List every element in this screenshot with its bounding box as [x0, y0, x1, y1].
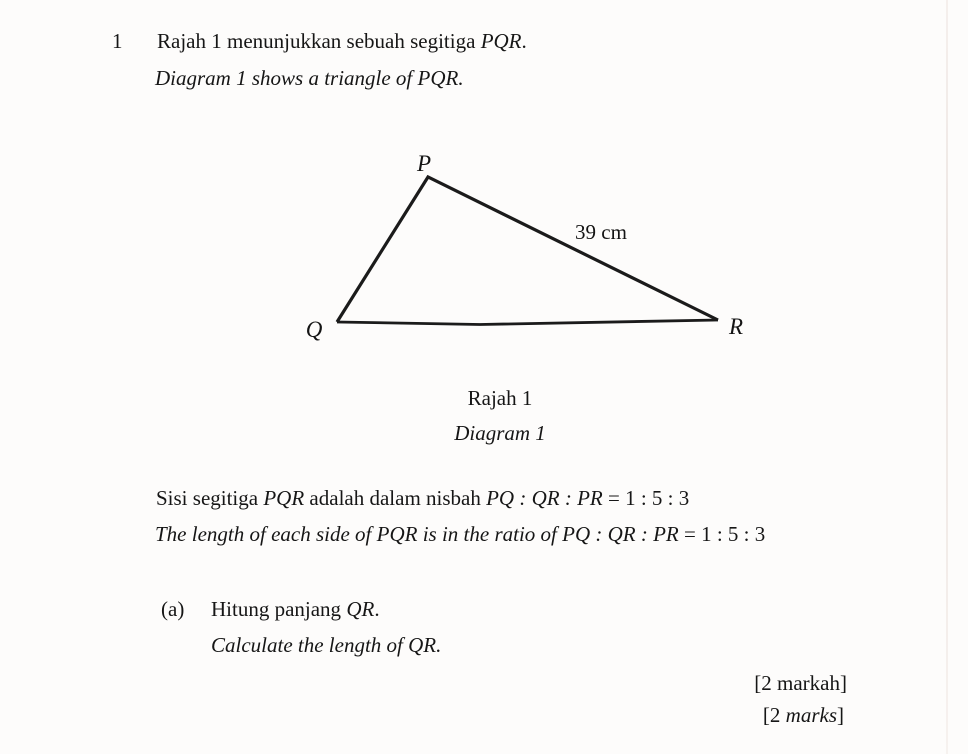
- part-a-label: (a): [161, 597, 185, 621]
- ratio-malay-pre: Sisi segitiga: [156, 486, 264, 510]
- question-number: 1: [112, 29, 123, 53]
- part-a-task-malay: [211, 597, 380, 621]
- statement-english: Diagram 1 shows a triangle of PQR.: [155, 66, 464, 90]
- vertex-label-r: R: [728, 314, 744, 339]
- marks-english-post: ]: [837, 703, 844, 727]
- part-a-malay-pre: Hitung panjang: [211, 597, 347, 621]
- ratio-malay-mid: adalah dalam nisbah: [304, 486, 487, 510]
- ratio-english-value: = 1 : 5 : 3: [678, 522, 766, 546]
- diagram-caption-malay: Rajah 1: [467, 386, 533, 410]
- part-a-malay-var: QR: [346, 597, 375, 621]
- ratio-malay: [156, 486, 689, 510]
- side-length-label: 39 cm: [575, 220, 627, 244]
- triangle-svg: [290, 140, 760, 360]
- marks-english: [597, 703, 844, 728]
- ratio-malay-var2: PQ : QR : PR: [486, 486, 603, 510]
- ratio-malay-value: = 1 : 5 : 3: [602, 486, 690, 510]
- diagram-caption-english: Diagram 1: [454, 421, 546, 445]
- statement-malay-post: .: [521, 29, 527, 53]
- triangle-sides-qp-pr: [337, 177, 718, 322]
- statement-malay: [157, 29, 527, 53]
- statement-malay-pre: Rajah 1 menunjukkan sebuah segitiga: [157, 29, 481, 53]
- statement-malay-var: PQR: [480, 29, 522, 53]
- ratio-english-italic: The length of each side of PQR is in the ratio of PQ : QR : PR: [155, 522, 679, 546]
- vertex-label-p: P: [416, 151, 432, 176]
- triangle-side-qr: [337, 320, 718, 325]
- part-a-task-english: Calculate the length of QR.: [211, 633, 442, 657]
- marks-english-pre: [2: [762, 703, 786, 727]
- scan-edge-line: [946, 0, 948, 754]
- triangle-diagram: [290, 140, 760, 360]
- marks-malay: [2 markah]: [754, 671, 847, 695]
- ratio-malay-var1: PQR: [263, 486, 305, 510]
- part-a-malay-post: .: [374, 597, 380, 621]
- ratio-english: [155, 522, 765, 546]
- vertex-label-q: Q: [305, 317, 323, 342]
- marks-english-word: marks: [785, 703, 837, 727]
